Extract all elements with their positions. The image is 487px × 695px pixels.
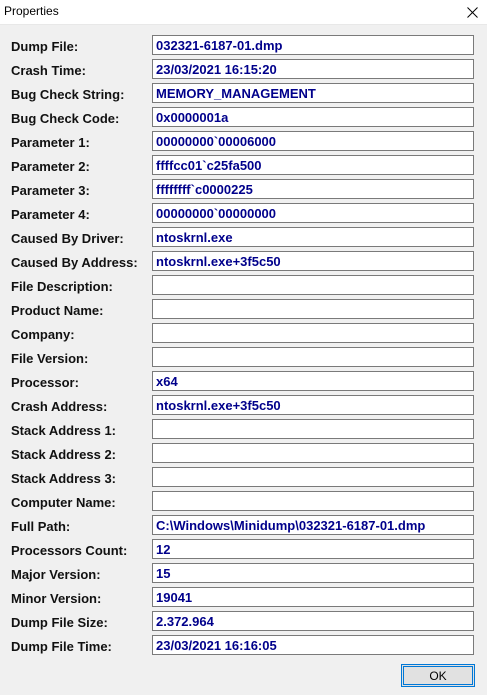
field-value[interactable] [152,467,474,487]
field-value[interactable]: 15 [152,563,474,583]
field-row [0,635,487,657]
field-value[interactable]: x64 [152,371,474,391]
field-value[interactable] [152,275,474,295]
field-value[interactable]: 00000000`00000000 [152,203,474,223]
field-row [0,179,487,201]
field-label: Crash Time: [11,63,86,78]
field-row [0,323,487,345]
field-row [0,443,487,465]
field-value[interactable]: 00000000`00006000 [152,131,474,151]
field-label: Bug Check String: [11,87,125,102]
field-value[interactable] [152,323,474,343]
field-value[interactable]: 23/03/2021 16:15:20 [152,59,474,79]
field-value[interactable] [152,347,474,367]
field-row [0,155,487,177]
field-label: File Version: [11,351,89,366]
field-value[interactable]: ntoskrnl.exe+3f5c50 [152,395,474,415]
field-value[interactable] [152,299,474,319]
field-label: Company: [11,327,75,342]
title-bar [0,0,487,25]
field-label: Computer Name: [11,495,116,510]
ok-button[interactable] [401,664,475,687]
field-value[interactable] [152,443,474,463]
field-label: Caused By Driver: [11,231,124,246]
field-label: Processor: [11,375,79,390]
field-row [0,587,487,609]
field-value[interactable]: 2.372.964 [152,611,474,631]
field-value[interactable]: ffffcc01`c25fa500 [152,155,474,175]
field-label: Crash Address: [11,399,108,414]
field-label: Dump File Time: [11,639,112,654]
ok-button-label: OK [429,668,447,683]
field-row [0,539,487,561]
field-row [0,275,487,297]
field-value[interactable]: 12 [152,539,474,559]
field-row [0,563,487,585]
field-row [0,59,487,81]
field-label: Bug Check Code: [11,111,120,126]
field-row [0,203,487,225]
field-row [0,371,487,393]
field-value[interactable]: MEMORY_MANAGEMENT [152,83,474,103]
field-value[interactable]: C:\Windows\Minidump\032321-6187-01.dmp [152,515,474,535]
field-label: Dump File Size: [11,615,108,630]
close-icon [467,7,478,18]
field-value[interactable]: 19041 [152,587,474,607]
field-label: Parameter 1: [11,135,90,150]
field-value[interactable]: ntoskrnl.exe [152,227,474,247]
field-row [0,227,487,249]
field-row [0,515,487,537]
field-row [0,35,487,57]
field-value[interactable]: ntoskrnl.exe+3f5c50 [152,251,474,271]
field-row [0,347,487,369]
field-row [0,131,487,153]
field-label: Stack Address 3: [11,471,117,486]
field-label: File Description: [11,279,113,294]
field-value[interactable]: 0x0000001a [152,107,474,127]
field-label: Minor Version: [11,591,102,606]
field-label: Dump File: [11,39,79,54]
field-value[interactable]: 23/03/2021 16:16:05 [152,635,474,655]
field-label: Stack Address 1: [11,423,117,438]
field-row [0,83,487,105]
field-label: Processors Count: [11,543,128,558]
field-row [0,299,487,321]
field-label: Major Version: [11,567,101,582]
field-row [0,419,487,441]
field-row [0,107,487,129]
field-label: Stack Address 2: [11,447,117,462]
field-row [0,395,487,417]
field-label: Caused By Address: [11,255,138,270]
field-value[interactable] [152,419,474,439]
field-label: Product Name: [11,303,104,318]
field-value[interactable]: ffffffff`c0000225 [152,179,474,199]
field-row [0,251,487,273]
field-row [0,467,487,489]
field-label: Full Path: [11,519,71,534]
field-label: Parameter 2: [11,159,90,174]
field-label: Parameter 3: [11,183,90,198]
close-button[interactable] [457,0,487,24]
field-value[interactable]: 032321-6187-01.dmp [152,35,474,55]
field-row [0,491,487,513]
field-row [0,611,487,633]
field-value[interactable] [152,491,474,511]
field-label: Parameter 4: [11,207,90,222]
window-title: Properties [4,4,59,18]
